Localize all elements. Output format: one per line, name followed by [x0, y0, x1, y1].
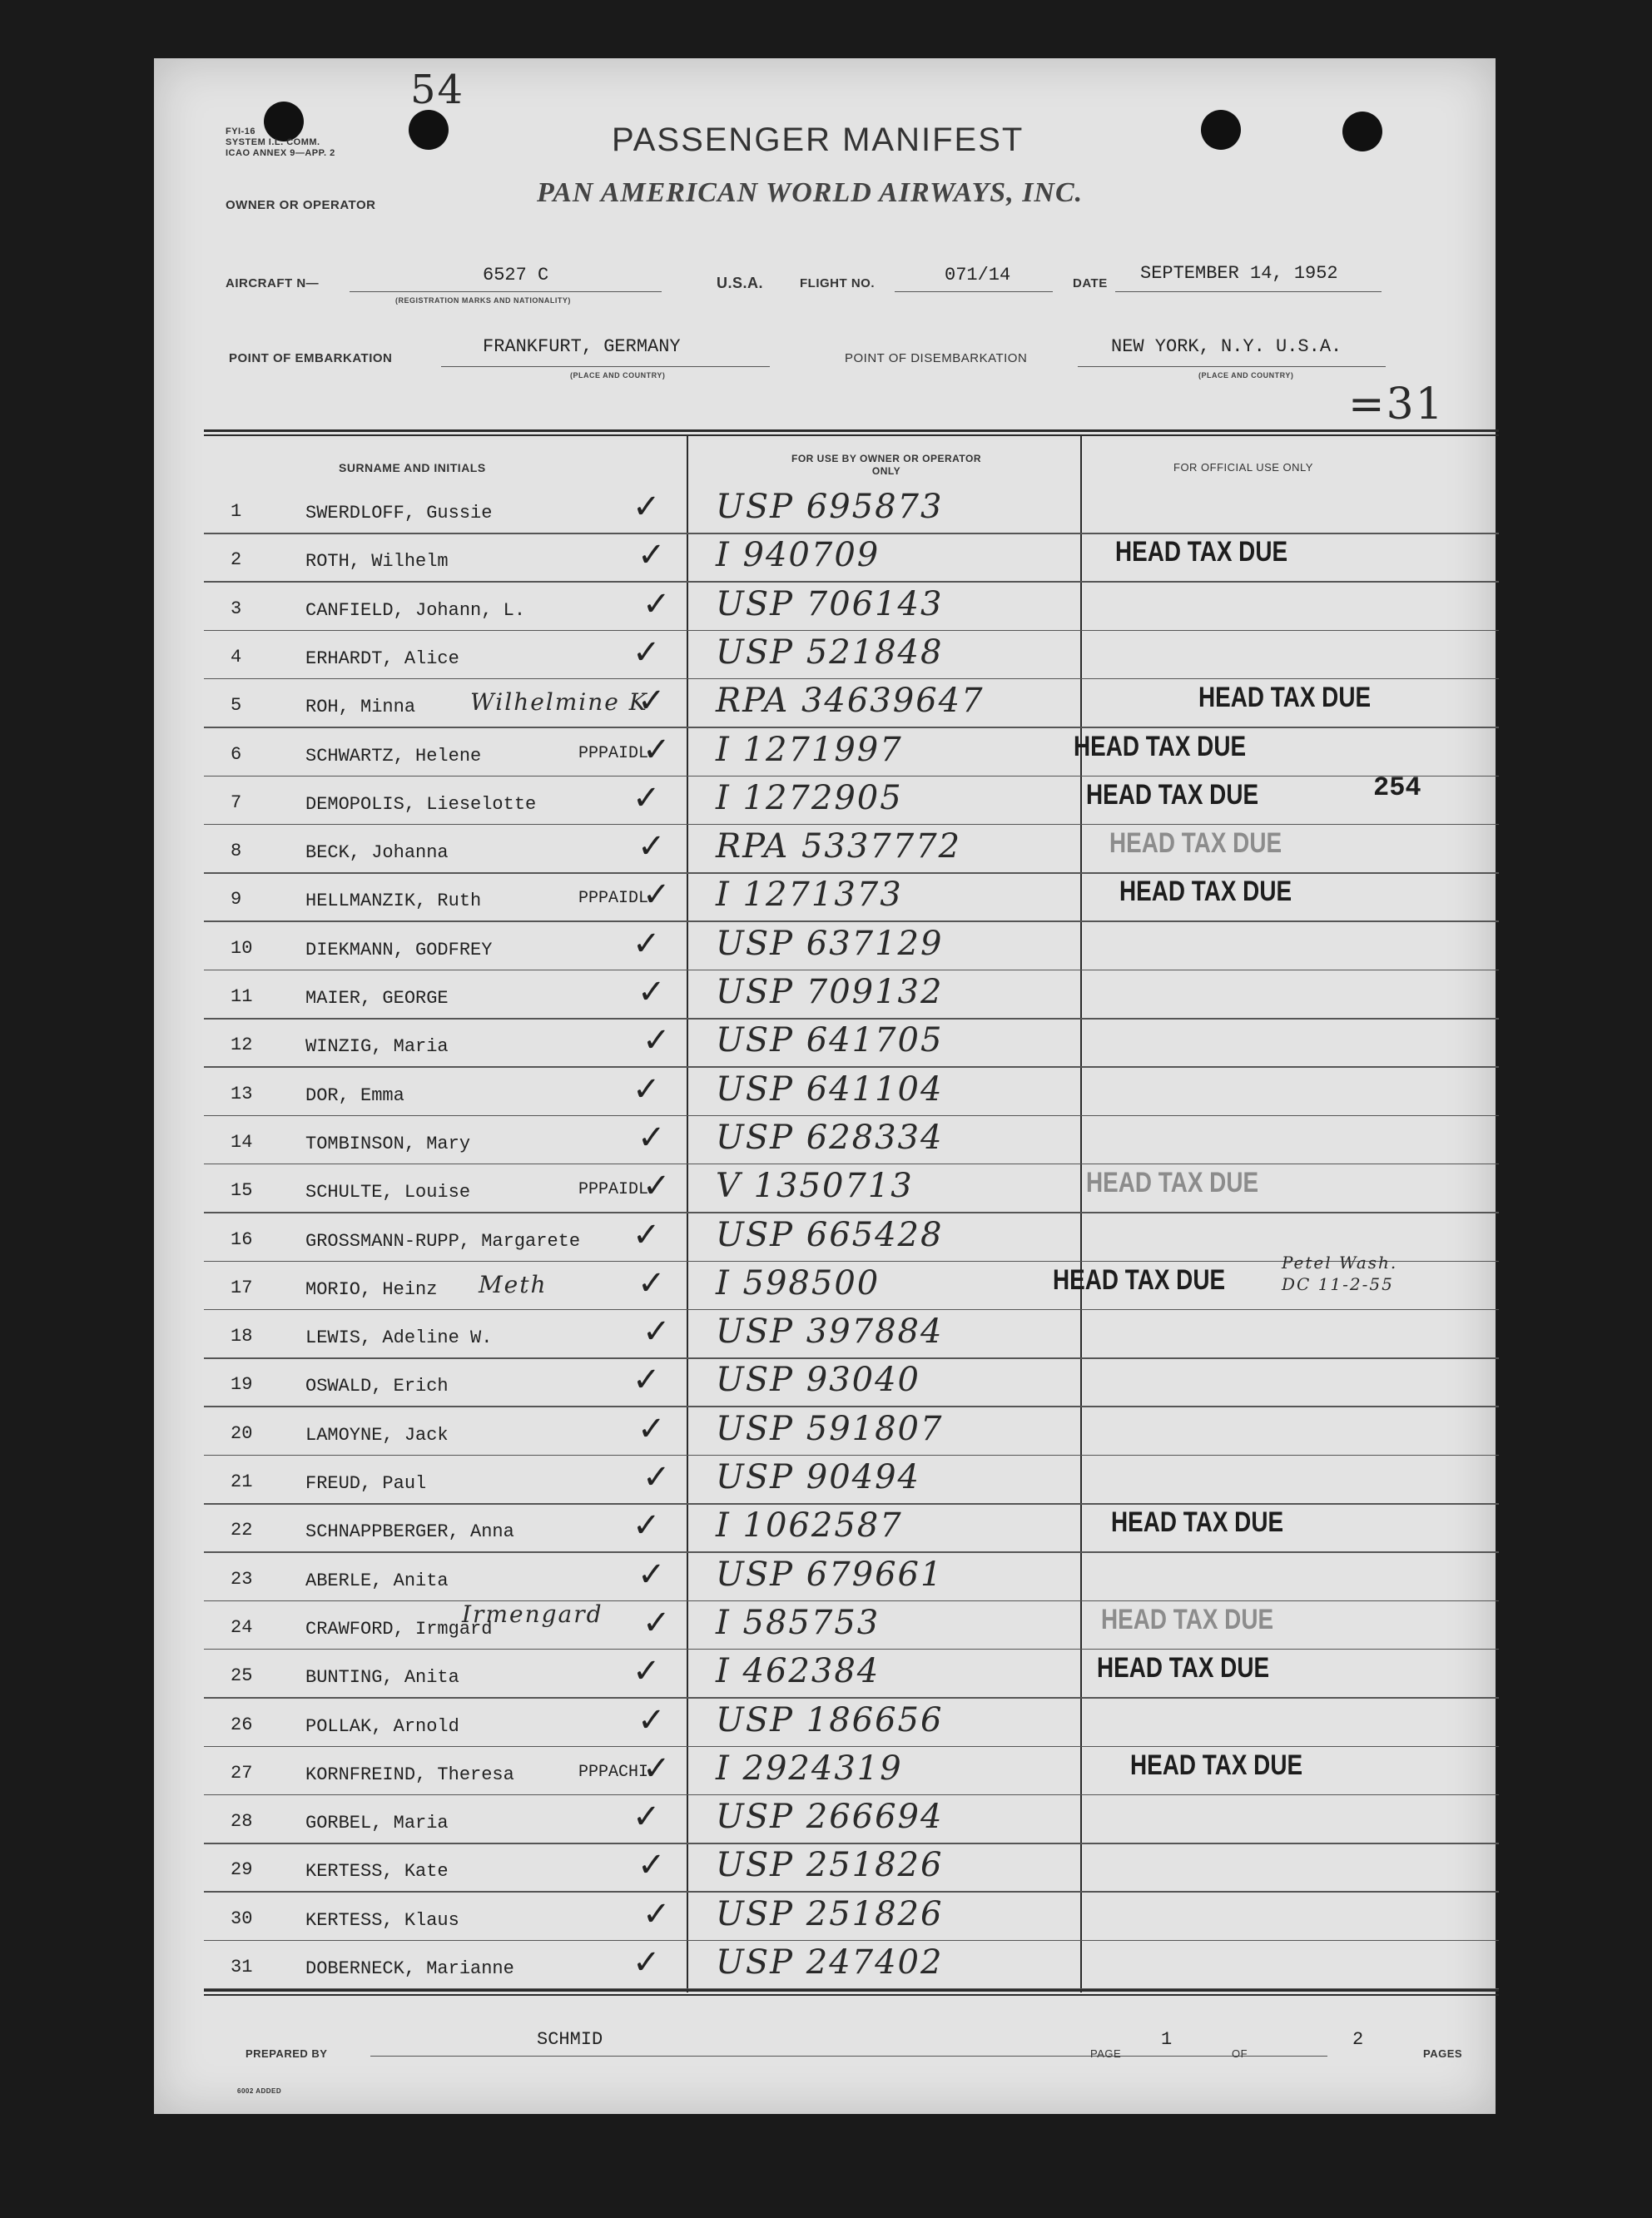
head-tax-stamp: HEAD TAX DUE — [1119, 876, 1292, 908]
passenger-name: CRAWFORD, Irmgard — [305, 1618, 493, 1640]
checkmark-icon: ✓ — [633, 1652, 661, 1691]
passenger-name: TOMBINSON, Mary — [305, 1133, 471, 1154]
passenger-name: LEWIS, Adeline W. — [305, 1327, 493, 1349]
owner-name: PAN AMERICAN WORLD AIRWAYS, INC. — [537, 177, 1084, 208]
punch-hole — [1201, 110, 1241, 150]
row7-extra-number: 254 — [1373, 772, 1421, 803]
passenger-name: BECK, Johanna — [305, 842, 449, 864]
embarkation-caption: (PLACE AND COUNTRY) — [570, 371, 666, 380]
printer-note: 6002 ADDED — [237, 2087, 282, 2095]
document-number: USP 628334 — [716, 1118, 944, 1157]
row-number: 29 — [231, 1859, 253, 1881]
head-tax-stamp: HEAD TAX DUE — [1097, 1652, 1270, 1685]
row-divider — [204, 872, 1499, 874]
row-number: 23 — [231, 1568, 253, 1590]
passenger-name: KERTESS, Kate — [305, 1861, 449, 1883]
row-number: 22 — [231, 1520, 253, 1541]
row-number: 6 — [231, 743, 242, 765]
passenger-count-note: =31 — [1348, 380, 1445, 429]
row-divider — [204, 824, 1499, 826]
row-divider — [204, 1455, 1499, 1456]
row-number: 3 — [231, 598, 242, 619]
passenger-name: ERHARDT, Alice — [305, 648, 459, 669]
row-number: 8 — [231, 841, 242, 862]
checkmark-icon: ✓ — [637, 1700, 666, 1739]
passenger-name: BUNTING, Anita — [305, 1667, 459, 1689]
row-number: 1 — [231, 501, 242, 522]
head-tax-stamp: HEAD TAX DUE — [1101, 1603, 1274, 1635]
passenger-name: SWERDLOFF, Gussie — [305, 503, 493, 523]
passenger-name: HELLMANZIK, Ruth — [305, 891, 482, 912]
row-divider — [204, 1309, 1499, 1311]
checkmark-icon: ✓ — [637, 536, 666, 575]
checkmark-icon: ✓ — [642, 730, 671, 769]
row-number: 17 — [231, 1277, 253, 1298]
passenger-name: ROTH, Wilhelm — [305, 551, 449, 573]
head-tax-stamp: HEAD TAX DUE — [1053, 1263, 1226, 1296]
row-divider — [204, 1503, 1499, 1505]
document-number: I 940709 — [716, 536, 881, 575]
passenger-name: FREUD, Paul — [305, 1473, 427, 1494]
manifest-sheet — [154, 58, 1496, 2114]
document-number: USP 706143 — [716, 584, 944, 623]
passenger-name: KORNFREIND, Theresa — [305, 1764, 514, 1785]
checkmark-icon: ✓ — [637, 1555, 666, 1594]
row-divider — [204, 1115, 1499, 1117]
checkmark-icon: ✓ — [642, 1458, 671, 1496]
row-number: 19 — [231, 1374, 253, 1396]
row-divider — [204, 1746, 1499, 1748]
checkmark-icon: ✓ — [637, 827, 666, 866]
row-number: 24 — [231, 1616, 253, 1638]
document-number: I 585753 — [716, 1603, 881, 1642]
column-header-owner-use: FOR USE BY OWNER OR OPERATOR ONLY — [791, 453, 982, 477]
checkmark-icon: ✓ — [633, 1506, 661, 1546]
checkmark-icon: ✓ — [633, 1943, 661, 1982]
row-number: 4 — [231, 646, 242, 667]
checkmark-icon: ✓ — [633, 1798, 661, 1837]
flight-label: FLIGHT NO. — [800, 276, 875, 290]
row-number: 20 — [231, 1422, 253, 1444]
row-divider — [204, 1018, 1499, 1020]
passenger-name: WINZIG, Maria — [305, 1036, 449, 1058]
passenger-name: POLLAK, Arnold — [305, 1715, 459, 1737]
document-number: USP 251826 — [716, 1894, 944, 1933]
document-number: USP 591807 — [716, 1409, 944, 1448]
row-number: 30 — [231, 1908, 253, 1929]
document-number: USP 521848 — [716, 633, 944, 672]
embarkation-value: FRANKFURT, GERMANY — [483, 336, 681, 357]
document-number: USP 665428 — [716, 1215, 944, 1254]
row-divider — [204, 1940, 1499, 1942]
passenger-name: CANFIELD, Johann, L. — [305, 599, 526, 621]
passenger-name: SCHULTE, Louise — [305, 1182, 471, 1203]
document-number: V 1350713 — [716, 1167, 914, 1206]
document-number: USP 709132 — [716, 973, 944, 1011]
row-divider — [204, 727, 1499, 728]
punch-hole — [1342, 112, 1382, 151]
row-number: 7 — [231, 791, 242, 813]
passenger-annotation: PPPAIDL — [578, 1180, 649, 1200]
document-number: USP 397884 — [716, 1312, 944, 1352]
passenger-annotation: PPPACHI — [578, 1762, 649, 1782]
checkmark-icon: ✓ — [642, 1021, 671, 1060]
passenger-name: LAMOYNE, Jack — [305, 1424, 449, 1446]
row-divider — [204, 1357, 1499, 1359]
passenger-name: GORBEL, Maria — [305, 1813, 449, 1834]
passenger-name: ROH, Minna — [305, 697, 416, 718]
row-number: 31 — [231, 1957, 253, 1977]
row-number: 10 — [231, 937, 253, 959]
document-number: USP 695873 — [716, 488, 944, 526]
passenger-name: MAIER, GEORGE — [305, 988, 449, 1009]
document-number: I 1271997 — [716, 730, 903, 769]
head-tax-stamp: HEAD TAX DUE — [1086, 1167, 1259, 1199]
row-number: 16 — [231, 1228, 253, 1250]
document-number: USP 90494 — [716, 1458, 920, 1496]
checkmark-icon: ✓ — [633, 924, 661, 963]
embarkation-label: POINT OF EMBARKATION — [229, 351, 393, 365]
checkmark-icon: ✓ — [637, 1409, 666, 1448]
head-tax-stamp: HEAD TAX DUE — [1130, 1749, 1303, 1781]
checkmark-icon: ✓ — [633, 1069, 661, 1109]
row-number: 21 — [231, 1471, 253, 1492]
document-number: USP 641104 — [716, 1069, 944, 1109]
disembarkation-label: POINT OF DISEMBARKATION — [845, 351, 1028, 365]
row-divider — [204, 1406, 1499, 1407]
row-number: 11 — [231, 986, 253, 1007]
passenger-name: DIEKMANN, GODFREY — [305, 939, 493, 960]
passenger-annotation: Irmengard — [462, 1600, 603, 1628]
head-tax-stamp: HEAD TAX DUE — [1074, 730, 1247, 762]
checkmark-icon: ✓ — [633, 778, 661, 817]
disembarkation-caption: (PLACE AND COUNTRY) — [1198, 371, 1294, 380]
document-number: USP 266694 — [716, 1798, 944, 1837]
checkmark-icon: ✓ — [642, 1749, 671, 1788]
passenger-annotation: Wilhelmine K — [470, 688, 648, 717]
aircraft-label: AIRCRAFT N— — [226, 276, 320, 290]
checkmark-icon: ✓ — [637, 1118, 666, 1157]
row-divider — [204, 1164, 1499, 1165]
row-number: 26 — [231, 1714, 253, 1735]
column-header-name: SURNAME AND INITIALS — [339, 461, 486, 474]
flight-value: 071/14 — [945, 265, 1011, 285]
row-number: 13 — [231, 1083, 253, 1104]
document-number: I 1272905 — [716, 778, 903, 817]
prepared-by-value: SCHMID — [537, 2029, 603, 2050]
row-divider — [204, 1649, 1499, 1650]
checkmark-icon: ✓ — [642, 1167, 671, 1206]
prepared-by-label: PREPARED BY — [246, 2047, 328, 2060]
row-divider — [204, 1212, 1499, 1213]
row-divider — [204, 533, 1499, 534]
checkmark-icon: ✓ — [637, 973, 666, 1011]
of-value: 2 — [1352, 2029, 1364, 2050]
checkmark-icon: ✓ — [637, 1263, 666, 1303]
page-title: PASSENGER MANIFEST — [612, 122, 1024, 158]
date-value: SEPTEMBER 14, 1952 — [1140, 263, 1338, 284]
passenger-name: DOBERNECK, Marianne — [305, 1958, 514, 1979]
document-number: USP 637129 — [716, 924, 944, 963]
document-number: USP 679661 — [716, 1555, 944, 1594]
pages-label: PAGES — [1423, 2047, 1463, 2060]
passenger-name: DEMOPOLIS, Lieselotte — [305, 793, 537, 815]
document-number: I 1062587 — [716, 1506, 903, 1546]
head-tax-stamp: HEAD TAX DUE — [1086, 778, 1259, 811]
document-number: USP 247402 — [716, 1943, 944, 1982]
head-tax-stamp: HEAD TAX DUE — [1109, 827, 1282, 860]
document-number: I 462384 — [716, 1652, 881, 1691]
head-tax-stamp: HEAD TAX DUE — [1115, 536, 1288, 568]
form-code: FYI-16 SYSTEM I.L. COMM. ICAO ANNEX 9—APP. 2 — [226, 127, 335, 158]
row-number: 15 — [231, 1180, 253, 1202]
row-divider — [204, 970, 1499, 971]
document-number: USP 186656 — [716, 1700, 944, 1739]
passenger-name: SCHWARTZ, Helene — [305, 745, 482, 767]
row-divider — [204, 1551, 1499, 1553]
row-number: 12 — [231, 1035, 253, 1056]
checkmark-icon: ✓ — [642, 584, 671, 623]
document-number: RPA 34639647 — [716, 682, 985, 721]
checkmark-icon: ✓ — [633, 488, 661, 526]
row-number: 2 — [231, 549, 242, 571]
row-number: 25 — [231, 1665, 253, 1687]
passenger-name: ABERLE, Anita — [305, 1570, 449, 1591]
row-number: 14 — [231, 1131, 253, 1153]
row-divider — [204, 920, 1499, 922]
aircraft-country: U.S.A. — [717, 275, 764, 291]
row-divider — [204, 581, 1499, 583]
passenger-name: DOR, Emma — [305, 1084, 404, 1106]
passenger-name: KERTESS, Klaus — [305, 1909, 459, 1931]
passenger-name: OSWALD, Erich — [305, 1376, 449, 1397]
row-divider — [204, 1794, 1499, 1796]
of-label: OF — [1232, 2047, 1248, 2060]
checkmark-icon: ✓ — [633, 1361, 661, 1400]
passenger-name: MORIO, Heinz — [305, 1278, 438, 1300]
document-number: USP 93040 — [716, 1361, 920, 1400]
aircraft-caption: (REGISTRATION MARKS AND NATIONALITY) — [395, 296, 571, 305]
page-value: 1 — [1161, 2029, 1173, 2050]
column-header-official-use: FOR OFFICIAL USE ONLY — [1173, 461, 1313, 474]
checkmark-icon: ✓ — [642, 876, 671, 915]
row-number: 5 — [231, 695, 242, 717]
document-number: I 598500 — [716, 1263, 881, 1303]
passenger-annotation: PPPAIDL — [578, 743, 649, 763]
disembarkation-value: NEW YORK, N.Y. U.S.A. — [1111, 336, 1342, 357]
checkmark-icon: ✓ — [633, 1215, 661, 1254]
handwritten-page-number: 54 — [410, 67, 465, 113]
date-label: DATE — [1073, 276, 1108, 290]
row-divider — [204, 1066, 1499, 1068]
checkmark-icon: ✓ — [633, 633, 661, 672]
row-divider — [204, 1891, 1499, 1893]
passenger-annotation: PPPAIDL — [578, 889, 649, 909]
head-tax-stamp: HEAD TAX DUE — [1111, 1506, 1284, 1539]
aircraft-value: 6527 C — [483, 265, 549, 285]
row-divider — [204, 1600, 1499, 1602]
passenger-name: GROSSMANN-RUPP, Margarete — [305, 1230, 581, 1252]
document-number: RPA 5337772 — [716, 827, 962, 866]
document-number: I 2924319 — [716, 1749, 903, 1788]
row-number: 28 — [231, 1811, 253, 1833]
owner-label: OWNER OR OPERATOR — [226, 198, 376, 212]
row17-extra-note: Petel Wash. DC 11-2-55 — [1282, 1253, 1398, 1294]
row-divider — [204, 678, 1499, 680]
document-number: USP 251826 — [716, 1846, 944, 1885]
checkmark-icon: ✓ — [637, 682, 666, 721]
row-divider — [204, 630, 1499, 632]
passenger-name: SCHNAPPBERGER, Anna — [305, 1521, 514, 1543]
page-label: PAGE — [1090, 2047, 1122, 2060]
checkmark-icon: ✓ — [642, 1894, 671, 1933]
passenger-annotation: Meth — [479, 1270, 548, 1298]
row-number: 27 — [231, 1762, 253, 1784]
row-divider — [204, 776, 1499, 777]
head-tax-stamp: HEAD TAX DUE — [1198, 682, 1372, 714]
row-divider — [204, 1843, 1499, 1844]
checkmark-icon: ✓ — [642, 1603, 671, 1642]
punch-hole — [409, 110, 449, 150]
checkmark-icon: ✓ — [637, 1846, 666, 1885]
document-number: USP 641705 — [716, 1021, 944, 1060]
row-number: 9 — [231, 889, 242, 911]
checkmark-icon: ✓ — [642, 1312, 671, 1352]
row-divider — [204, 1697, 1499, 1699]
document-number: I 1271373 — [716, 876, 903, 915]
row-number: 18 — [231, 1326, 253, 1347]
